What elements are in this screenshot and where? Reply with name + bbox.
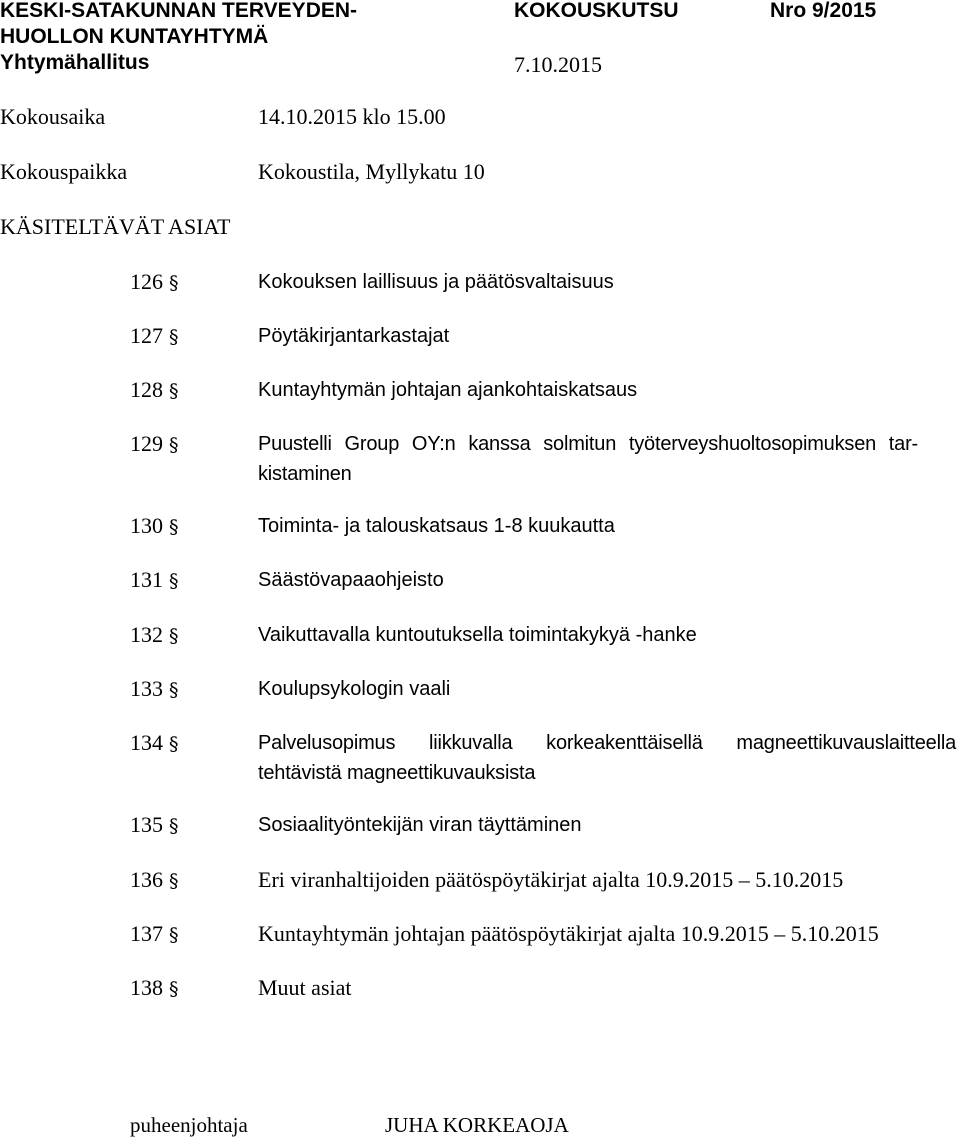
- section-icon: §: [169, 625, 179, 647]
- agenda-item-title: Toiminta- ja talouskatsaus 1-8 kuukautta: [258, 515, 615, 537]
- agenda-item-number: 138 §: [130, 975, 179, 1000]
- agenda-item-number: 132 §: [130, 622, 179, 647]
- agenda-item-title: Pöytäkirjantarkastajat: [258, 325, 450, 347]
- section-icon: §: [169, 516, 179, 538]
- agenda-item-number: 126 §: [130, 269, 179, 294]
- agenda-item-number: 137 §: [130, 921, 179, 946]
- section-icon: §: [169, 380, 179, 402]
- section-icon: §: [169, 870, 179, 892]
- section-icon: §: [169, 978, 179, 1000]
- section-icon: §: [169, 570, 179, 592]
- agenda-item-number: 131 §: [130, 567, 179, 592]
- agenda-item-title: Muut asiat: [258, 975, 352, 1000]
- section-icon: §: [169, 679, 179, 701]
- document-type: KOKOUSKUTSU: [514, 0, 679, 22]
- agenda-heading: KÄSITELTÄVÄT ASIAT: [0, 214, 231, 239]
- agenda-item-title: Eri viranhaltijoiden päätöspöytäkirjat ajalta 10.9.2015 – 5.10.2015: [258, 867, 844, 892]
- agenda-item-title: Puustelli Group OY:n kanssa solmitun työterveyshuoltosopimuksen tar-kistaminen: [258, 433, 918, 485]
- agenda-item-number: 129 §: [130, 431, 179, 456]
- document-date: 7.10.2015: [514, 52, 602, 77]
- agenda-item-title: Sosiaalityöntekijän viran täyttäminen: [258, 814, 582, 836]
- document-number: Nro 9/2015: [770, 0, 877, 22]
- meeting-time-value: 14.10.2015 klo 15.00: [258, 104, 446, 129]
- section-icon: §: [169, 815, 179, 837]
- meeting-place-label: Kokouspaikka: [0, 159, 128, 184]
- agenda-item-title: Palvelusopimus liikkuvalla korkeakenttäisellä magneettikuvauslaitteella tehtävistä magneettikuvauksista: [258, 732, 956, 784]
- agenda-item-number: 133 §: [130, 676, 179, 701]
- agenda-item-number: 135 §: [130, 812, 179, 837]
- section-icon: §: [169, 326, 179, 348]
- agenda-item-number: 136 §: [130, 867, 179, 892]
- section-icon: §: [169, 272, 179, 294]
- section-icon: §: [169, 924, 179, 946]
- agenda-item-number: 134 §: [130, 730, 179, 755]
- organization-name-line1: KESKI-SATAKUNNAN TERVEYDEN-: [0, 0, 358, 22]
- agenda-item-number: 130 §: [130, 513, 179, 538]
- agenda-item-title: Kuntayhtymän johtajan päätöspöytäkirjat ajalta 10.9.2015 – 5.10.2015: [258, 921, 879, 946]
- agenda-item-title: Kokouksen laillisuus ja päätösvaltaisuus: [258, 271, 614, 293]
- section-icon: §: [169, 733, 179, 755]
- agenda-item-number: 128 §: [130, 377, 179, 402]
- meeting-place-value: Kokoustila, Myllykatu 10: [258, 159, 485, 184]
- signatory-role: puheenjohtaja: [130, 1113, 248, 1137]
- agenda-item-title: Vaikuttavalla kuntoutuksella toimintakykyä -hanke: [258, 624, 697, 646]
- agenda-item-title: Kuntayhtymän johtajan ajankohtaiskatsaus: [258, 379, 638, 401]
- agenda-item-number: 127 §: [130, 323, 179, 348]
- agenda-item-title: Koulupsykologin vaali: [258, 678, 451, 700]
- agenda-item-title: Säästövapaaohjeisto: [258, 569, 444, 591]
- organization-name-line2: HUOLLON KUNTAYHTYMÄ: [0, 25, 269, 48]
- signatory-name: JUHA KORKEAOJA: [385, 1113, 569, 1137]
- governing-body-name: Yhtymähallitus: [0, 51, 150, 74]
- meeting-time-label: Kokousaika: [0, 104, 106, 129]
- section-icon: §: [169, 434, 179, 456]
